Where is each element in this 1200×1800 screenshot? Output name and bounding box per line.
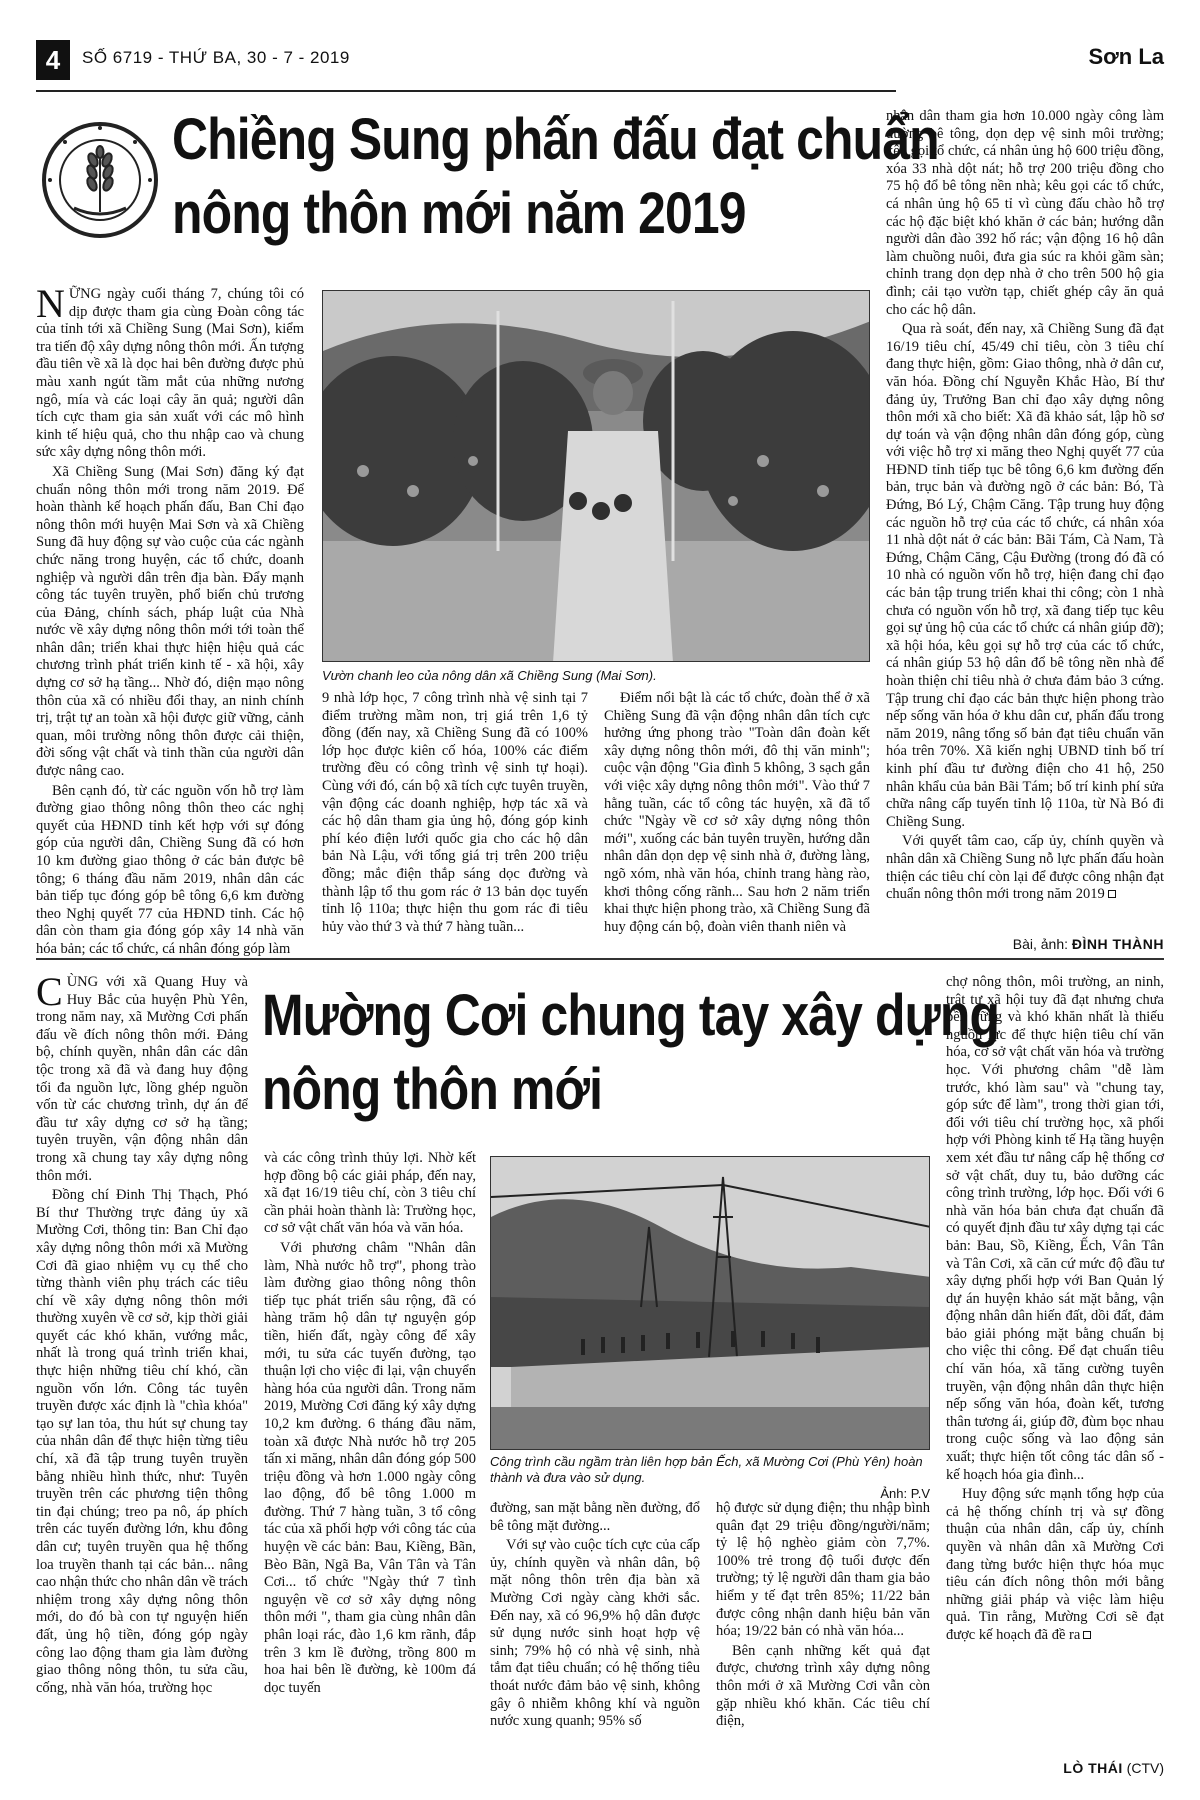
rural-program-emblem-icon: [40, 120, 160, 240]
article2-column-3: [490, 1500, 700, 1770]
article2-paragraph: CÙNG với xã Quang Huy và Huy Bắc của huyện Phù Yên, trong năm nay, xã Mường Cơi phấn đấu về đích nông thôn mới. Đảng bộ, chính quyền, nhân dân các dân tộc trong xã đã và đang huy động tối đa nguồn lực, lồng ghép nguồn vốn từ các chương trình, dự án để đầu tư xây dựng cơ sở hạ tầng; tuyên truyền, vận động nhân dân trong xã chung tay xây dựng nông thôn mới.: [36, 969, 248, 1184]
article2-paragraph: đường, san mặt bằng nền đường, đổ bê tông mặt đường...: [490, 1500, 700, 1534]
article1-author: ĐÌNH THÀNH: [1071, 936, 1164, 952]
end-mark-icon: [1083, 1631, 1091, 1639]
article1-paragraph: Điểm nổi bật là các tổ chức, đoàn thể ở xã Chiềng Sung đã vận động nhân dân tích cực hưởng ứng phong trào "Toàn dân đoàn kết xây dựng nông thôn mới, đô thị văn minh"; cuộc vận động "Gia đình 5 không, 3 sạch gắn với việc xây dựng nông thôn mới". Vào thứ 7 hằng tuần, các tổ công tác huyện, xã đã tổ chức "Ngày về cơ sở xây dựng nông thôn mới", xuống các bản tuyên truyền, hướng dẫn nhân dân dọn dẹp vệ sinh nhà ở, đường làng, ngõ xóm, nhà văn hóa, chỉnh trang hàng rào, khơi thông cống rãnh... Sau hơn 2 năm triển khai thực hiện phong trào, xã Chiềng Sung đã huy động cán bộ, đoàn viên thanh niên và: [604, 690, 870, 935]
article2-paragraph: hộ được sử dụng điện; thu nhập bình quân đạt 29 triệu đồng/người/năm; tỷ lệ hộ nghèo giảm còn 7,7%. 100% trẻ trong độ tuổi được đến trường; tỷ lệ người dân tham gia bảo hiểm y tế đạt trên 85%; 11/22 bản được công nhận danh hiệu bản văn hóa; 19/22 bản có nhà văn hóa...: [716, 1500, 930, 1640]
article2-paragraph: Bên cạnh những kết quả đạt được, chương trình xây dựng nông thôn mới ở xã Mường Cơi vẫn còn gặp nhiều khó khăn. Các tiêu chí điện,: [716, 1642, 930, 1730]
article2-paragraph: Đồng chí Đinh Thị Thạch, Phó Bí thư Thường trực đảng ủy xã Mường Cơi, thông tin: Ban Chỉ đạo xây dựng nông thôn mới xã Mường Cơi đã giao nhiệm vụ cụ thể cho từng thành viên phụ trách các tiêu chí về xây dựng nông thôn mới thường xuyên về cơ sở, kịp thời giải quyết các khó khăn, vướng mắc, nhất là trong quá trình triển khai, thực hiện những tiêu chí khó, cần nguồn vốn lớn. Công tác tuyên truyền được xác định là "chìa khóa" tạo sự lan tỏa, thu hút sự chung tay của nhân dân để thực hiện từng tiêu chí, xã đã tập trung tuyên truyền bằng nhiều hình thức, như: Tuyên truyền trên các phương tiện thông tin đại chúng; treo pa nô, áp phích trên các tuyến đường lớn, khu đông dân cư; tuyên truyền qua hệ thống loa truyền thanh tại các bản... nâng cao nhận thức cho nhân dân về trách nhiệm trong xây dựng nông thôn mới, do đó bà con tự nguyện hiến đất, ủng hộ tiền, đóng góp ngày công lao động tham gia làm đường giao thông nông thôn, tu sửa cầu, cống, nhà văn hóa, trường học: [36, 1187, 248, 1696]
article1-column-1: [36, 281, 304, 957]
article2-paragraph: Huy động sức mạnh tổng hợp của cả hệ thống chính trị và sự đồng thuận của nhân dân, cấp ủy, chính quyền và nhân dân xã Mường Cơi đang từng bước hiện thực hóa mục tiêu cán đích nông thôn mới bằng những giải pháp và việc làm hiệu quả. Tin rằng, Mường Cơi sẽ đạt được kế hoạch đã đề ra: [946, 1486, 1164, 1643]
article2-column-5: [946, 974, 1164, 1754]
article2-paragraph: và các công trình thủy lợi. Nhờ kết hợp đồng bộ các giải pháp, đến nay, xã đạt 16/19 tiêu chí, còn 3 tiêu chí cần phải hoàn thành là: Trường học, cơ sở vật chất văn hóa và văn hóa.: [264, 1150, 476, 1237]
article2-column-1: [36, 969, 248, 1770]
end-mark-icon: [1108, 890, 1116, 898]
article1-paragraph: Với quyết tâm cao, cấp ủy, chính quyền và nhân dân xã Chiềng Sung nỗ lực phấn đấu hoàn thiện các tiêu chí còn lại để được công nhận đạt chuẩn nông thôn mới trong năm 2019: [886, 833, 1164, 903]
article1-column-4: [886, 108, 1164, 928]
article2-photo-caption: Công trình cầu ngầm tràn liên hợp bản Ếch, xã Mường Cơi (Phù Yên) hoàn thành và đưa vào sử dụng. Ảnh: P.V: [490, 1454, 930, 1501]
dropcap: C: [36, 969, 63, 1014]
article2-author: LÒ THÁI: [1063, 1760, 1123, 1776]
article1-paragraph: NỮNG ngày cuối tháng 7, chúng tôi có dịp được tham gia cùng Đoàn công tác của tỉnh tới xã Chiềng Sung (Mai Sơn), kiểm tra tiến độ xây dựng nông thôn mới. Ấn tượng đầu tiên về xã là dọc hai bên đường được phủ màu xanh ngút tầm mắt của những nương ngô, mía và các loại cây ăn quả; người dân tích cực tham gia sản xuất với các mô hình kinh tế hiệu quả, cho thu nhập cao và chung sức xây dựng nông thôn mới.: [36, 281, 304, 461]
article1-photo-caption: Vườn chanh leo của nông dân xã Chiềng Sung (Mai Sơn).: [322, 668, 657, 683]
article1-title-line1: Chiềng Sung phấn đấu đạt chuẩn: [172, 107, 939, 172]
article2-photo: [490, 1156, 930, 1450]
article2-column-2: [264, 1150, 476, 1770]
article1-paragraph: Bên cạnh đó, từ các nguồn vốn hỗ trợ làm đường giao thông nông thôn theo các nghị quyết của HĐND tỉnh kết hợp với sự đóng góp của người dân, Chiềng Sung đã có hơn 10 km đường giao thông ở các bản được bê tông; 6 tháng đầu năm 2019, nhân dân các bản tiếp tục đóng góp bê tông 6,6 km đường theo Nghị quyết 77 của HĐND tỉnh. Các hộ dân còn tham gia đóng góp xây 14 nhà văn hóa bản; các tổ chức, cá nhân đóng góp làm: [36, 782, 304, 957]
article2-paragraph: chợ nông thôn, môi trường, an ninh, trật tự xã hội tuy đã đạt nhưng chưa bền vững và khó khăn nhất là thiếu nguồn lực để thực hiện tiêu chí văn hóa, cơ sở vật chất văn hóa và trường học. Với phương châm "dễ làm trước, khó làm sau" và "chung tay, góp sức để làm", trong thời gian tới, đối với tiêu chí trường học, xã phối hợp với Phòng kinh tế Hạ tầng huyện xem xét đầu tư nâng cấp hệ thống cơ sở vật chất, duy tu, bảo dưỡng các công trình trường, lớp học. Đối với 6 nhà văn hóa bản chưa đạt chuẩn đã có quyết định đầu tư xây dựng tại các bản: Bau, Sồ, Kiềng, Ếch, Vân Tân và Tân Cơi, xã căn cứ mức độ đầu tư xây dựng phối hợp với Ban Quản lý dự án huyện khảo sát mặt bằng, vận động nhân dân hiến đất, dồi đất, đảm bảo giải phóng mặt bằng chuẩn bị cho việc thi công. Để đạt chuẩn tiêu chí văn hóa, xã tăng cường tuyên truyền, vận động nhân dân thực hiện nếp sống văn hóa, đoàn kết, tương thân tương ái, giúp đỡ, đùm bọc nhau trong cuộc sống và lao động sản xuất; thực hiện tốt công tác dân số - kế hoạch hóa gia đình...: [946, 974, 1164, 1483]
spillway-bridge-image: [491, 1157, 930, 1450]
article2-title-line1: Mường Cơi chung tay xây dựng: [262, 983, 1000, 1048]
article1-paragraph: Xã Chiềng Sung (Mai Sơn) đăng ký đạt chuẩn nông thôn mới trong năm 2019. Để hoàn thành kế hoạch phấn đấu, Ban Chỉ đạo nông thôn mới huyện Mai Sơn và xã Chiềng Sung đã huy động sự vào cuộc của các ngành chức năng trong huyện, các tổ chức, doanh nghiệp và người dân trên địa bàn. Đẩy mạnh công tác tuyên truyền, phổ biến chủ trương của Đảng, chính sách, pháp luật của Nhà nước về xây dựng nông thôn mới tới toàn thể nhân dân; triển khai thực hiện hiệu quả các chương trình phát triển kinh tế - xã hội, xây dựng cơ sở hạ tầng... Nhờ đó, diện mạo nông thôn của xã có nhiều đổi thay, an ninh chính trị, trật tự an toàn xã hội được giữ vững, cảnh quan, môi trường nông thôn được cải thiện, đời sống vật chất và tinh thần của người dân được nâng cao.: [36, 463, 304, 780]
article1-paragraph: 9 nhà lớp học, 7 công trình nhà vệ sinh tại 7 điểm trường mầm non, trị giá trên 1,6 tỷ đồng (đến nay, xã Chiềng Sung đã có 100% lớp học được kiên cố hóa, 100% các điểm trường đều có công trình vệ sinh tự hoại). Cùng với đó, cán bộ xã tích cực tuyên truyền, vận động các doanh nghiệp, hợp tác xã và các hộ dân tham gia ủng hộ, đóng góp kinh phí kéo điện lưới quốc gia cho các hộ dân bản Nà Lậu, với tổng giá trị trên 200 triệu đồng; mắc điện thắp sáng dọc đường và thành lập tổ thu gom rác ở 13 bản dọc tuyến tỉnh lộ 110a; thực hiện thu gom rác đi tiêu hủy vào thứ 3 và thứ 7 hàng tuần...: [322, 690, 588, 935]
section-name: Sơn La: [1088, 44, 1164, 69]
photo-credit: Ảnh: P.V: [880, 1486, 930, 1501]
article2-byline: LÒ THÁI (CTV): [1063, 1760, 1164, 1776]
article1-photo: [322, 290, 870, 662]
article-separator: [36, 958, 1164, 960]
article1-byline: Bài, ảnh: ĐÌNH THÀNH: [1012, 936, 1164, 952]
dropcap: N: [36, 281, 65, 326]
article1-column-2: [322, 690, 588, 952]
article2-paragraph: Với phương châm "Nhân dân làm, Nhà nước hỗ trợ", phong trào làm đường giao thông nông thôn tiếp tục phát triển sâu rộng, đã có hàng trăm hộ dân tự nguyện góp tiền, hiến đất, ngày công để xây mới, tu sửa các tuyến đường, tạo thuận lợi cho việc đi lại, vận chuyển hàng hóa của người dân. Trong năm 2019, Mường Cơi đăng ký xây dựng 10,2 km đường. 6 tháng đầu năm, toàn xã được Nhà nước hỗ trợ 205 tấn xi măng, nhân dân đóng góp 500 triệu đồng và hơn 1.000 ngày công lao động, đổ bê tông 1.000 m đường. Thứ 7 hàng tuần, 3 tổ công tác của xã phối hợp với công tác của huyện về các bản: Bau, Kiềng, Bãn, Bèo Bãn, Ngã Ba, Vân Tân và Tân Cơi... tổ chức "Ngày thứ 7 tình nguyện về cơ sở xây dựng nông thôn mới ", tham gia cùng nhân dân phân loại rác, đào 1,6 km rãnh, đắp trên 3 km lề đường, trồng 800 m hoa hai bên lề đường, kè 100m đá dọc tuyến: [264, 1239, 476, 1696]
article1-paragraph: nhân dân tham gia hơn 10.000 ngày công làm đường bê tông, dọn dẹp vệ sinh môi trường; kêu gọi tổ chức, cá nhân ủng hộ 600 triệu đồng, xóa 33 nhà dột nát; hỗ trợ 200 triệu đồng cho 75 hộ đổ bê tông nền nhà; kêu gọi các tổ chức, cá nhân ủng hộ 65 tỉ vì cùng đấu chào hỗ trợ các hộ đặc biệt khó khăn ở các bản; hướng dẫn người dân đào 392 hố rác; vận động 16 hộ dân làm chuồng nuôi, đưa gia súc ra khỏi gầm sàn; chỉnh trang dọn dẹp nhà ở cho trên 500 hộ gia đình; cải tạo vườn tạp, chiết ghép cây ăn quả cho các hộ dân.: [886, 108, 1164, 318]
passion-fruit-garden-image: [323, 291, 870, 662]
article2-column-4: [716, 1500, 930, 1770]
article2-paragraph: Với sự vào cuộc tích cực của cấp ủy, chính quyền và nhân dân, bộ mặt nông thôn trên địa bàn xã Mường Cơi ngày càng khởi sắc. Đến nay, xã có 96,9% hộ dân được sử dụng nước sinh hoạt hợp vệ sinh; 79% hộ có nhà vệ sinh, nhà tắm đạt tiêu chuẩn; có hệ thống tiêu thoát nước đảm bảo vệ sinh, không gây ô nhiễm không khí và nguồn nước xung quanh; 95% số: [490, 1537, 700, 1730]
article2-title-line2: nông thôn mới: [262, 1057, 603, 1122]
article1-title-line2: nông thôn mới năm 2019: [172, 181, 746, 246]
header-rule: [36, 90, 896, 92]
article1-paragraph: Qua rà soát, đến nay, xã Chiềng Sung đã đạt 16/19 tiêu chí, 45/49 chỉ tiêu, còn 3 tiêu chí đang thực hiện, gồm: Giao thông, nhà ở dân cư, văn hóa. Đồng chí Nguyễn Khắc Hào, Bí thư đảng ủy, Trưởng Ban chỉ đạo xây dựng nông thôn mới xã cho biết: Xã đã khảo sát, lập hồ sơ dự toán và vận động nhân dân đóng góp, cùng với việc hỗ trợ xi măng theo Nghị quyết 77 của HĐND tỉnh tiếp tục bê tông 6,6 km đường đến bản, trục bản và đường ngõ ở các bản: Bó, Tà Đứng, Bó Lý, Chậm Căng. Tập trung huy động các nguồn hỗ trợ của các tổ chức, cá nhân xóa 11 nhà dột nát ở các bản: Bãi Tám, Cà Nam, Tà Đứng, Chậm Căng, Cậu Đường (trong đó đã có 10 nhà có nguồn vốn hỗ trợ, hiện đang chỉ đạo các bản tập trung triển khai thi công; còn 1 nhà chưa có nguồn vốn hỗ trợ, xã đang tiếp tục kêu gọi sự ủng hộ của các tổ chức cá nhân giúp đỡ); xã hội hóa, kêu gọi sự hỗ trợ của các tổ chức, cá nhân giúp 53 hộ dân đổ bê tông nền nhà để hoàn thiện chỉ tiêu nhà ở chưa đảm bảo 3 cứng. Tập trung chỉ đạo các bản thực hiện phong trào nếp sống văn hóa ở khu dân cư, phấn đấu trong năm 2019, nâng tổng số bản đạt tiêu chuẩn văn hóa trên 70%. Xã kiến nghị UBND tỉnh bố trí kinh phí đầu tư đường điện cho 41 hộ, 250 nhân khẩu của bản Bãi Tám; bố trí kinh phí sửa chữa nâng cấp tuyến tỉnh lộ 110a, từ Nà Bó đi Chiềng Sung.: [886, 321, 1164, 830]
page-number: 4: [36, 40, 70, 80]
article1-column-3: [604, 690, 870, 952]
page-header: [36, 40, 1164, 88]
issue-info: SỐ 6719 - THỨ BA, 30 - 7 - 2019: [82, 48, 350, 67]
